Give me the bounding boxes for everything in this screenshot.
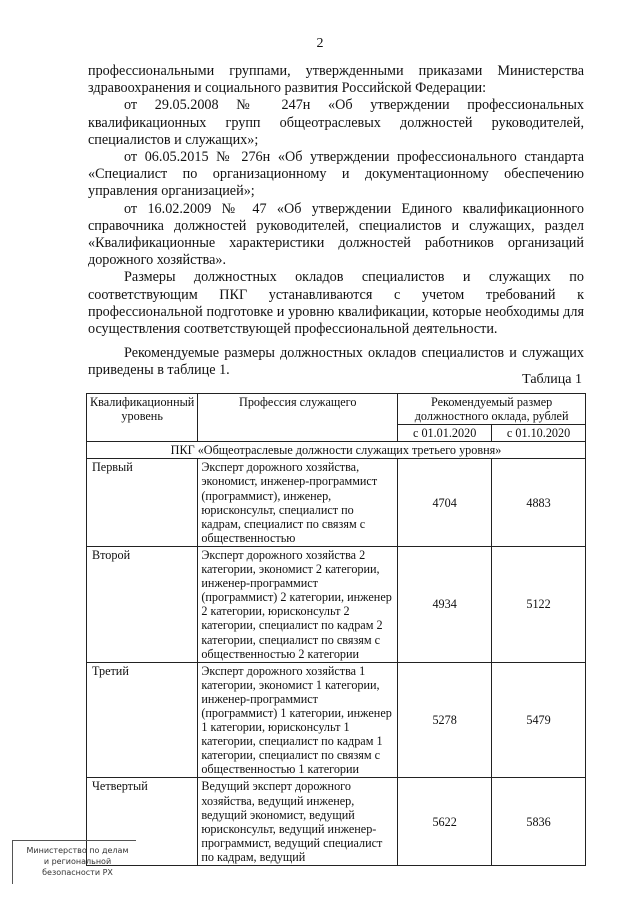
paragraph-order-276n: от 06.05.2015 № 276н «Об утверждении профессионального стандарта «Специалист по организационному и документационному обеспечению управления организацией»; [88,149,584,200]
document-body [88,63,584,380]
table-group-row [87,442,586,459]
stamp-line-1: Министерство по делам [26,846,129,855]
paragraph-intro: профессиональными группами, утвержденными приказами Министерства здравоохранения и социального развития Российской Федерации: [88,63,584,97]
table-row [87,662,586,778]
row-salary-2020-10: 5122 [492,546,586,662]
row-salary-2020-01: 5622 [398,778,492,866]
row-profession: Эксперт дорожного хозяйства 1 категории, экономист 1 категории, инженер-программист (программист) 1 категории, инженер 1 категории, юрисконсульт 1 категории, специалист по кадрам 1 категории, специалист по связям с общественностью 1 категории [198,662,398,778]
row-salary-2020-01: 5278 [398,662,492,778]
header-level: Квалификационный уровень [87,394,198,442]
row-profession: Эксперт дорожного хозяйства, экономист, инженер-программист (программист), инженер, юрисконсульт, специалист по кадрам, специалист по связям с общественностью [198,459,398,547]
row-level: Третий [87,662,198,778]
page-number: 2 [316,36,324,51]
salary-table [86,393,586,866]
ministry-stamp [12,840,136,884]
table-row [87,546,586,662]
row-salary-2020-10: 4883 [492,459,586,547]
row-salary-2020-01: 4704 [398,459,492,547]
header-recommended-salary: Рекомендуемый размер должностного оклада, рублей [398,394,586,425]
row-profession: Эксперт дорожного хозяйства 2 категории, экономист 2 категории, инженер-программист (программист) 2 категории, инженер 2 категории, юрисконсульт 2 категории, специалист по кадрам 2 категории, специалист по связям с общественностью 2 категории [198,546,398,662]
paragraph-order-47: от 16.02.2009 № 47 «Об утверждении Единого квалификационного справочника должностей руководителей, специалистов и служащих, раздел «Квалификационные характеристики должностей работников организаций дорожного хозяйства». [88,200,584,269]
paragraph-salary-rules: Размеры должностных окладов специалистов и служащих по соответствующим ПКГ устанавливаются с учетом требований к профессиональной подготовке и уровню квалификации, которые необходимы для осуществления соответствующей профессиональной деятельности. [88,269,584,338]
row-level: Первый [87,459,198,547]
header-date-1: с 01.01.2020 [398,425,492,442]
row-salary-2020-10: 5479 [492,662,586,778]
row-salary-2020-10: 5836 [492,778,586,866]
paragraph-table-reference: Рекомендуемые размеры должностных окладов специалистов и служащих приведены в таблице 1. [88,345,584,379]
stamp-line-2: и региональной [43,857,112,866]
table-caption: Таблица 1 [522,372,582,387]
group-title: ПКГ «Общеотраслевые должности служащих третьего уровня» [87,442,586,459]
paragraph-order-247n: от 29.05.2008 № 247н «Об утверждении профессиональных квалификационных групп общеотраслевых должностей руководителей, специалистов и служащих»; [88,97,584,148]
header-profession: Профессия служащего [198,394,398,442]
stamp-line-3: безопасности РХ [42,868,113,877]
row-level: Второй [87,546,198,662]
row-level: Четвертый [87,778,198,866]
table-row [87,459,586,547]
table-row [87,778,586,866]
table-header-row [87,394,586,425]
row-salary-2020-01: 4934 [398,546,492,662]
row-profession: Ведущий эксперт дорожного хозяйства, ведущий инженер, ведущий экономист, ведущий юрисконсульт, ведущий инженер-программист, ведущий специалист по кадрам, ведущий [198,778,398,866]
header-date-2: с 01.10.2020 [492,425,586,442]
